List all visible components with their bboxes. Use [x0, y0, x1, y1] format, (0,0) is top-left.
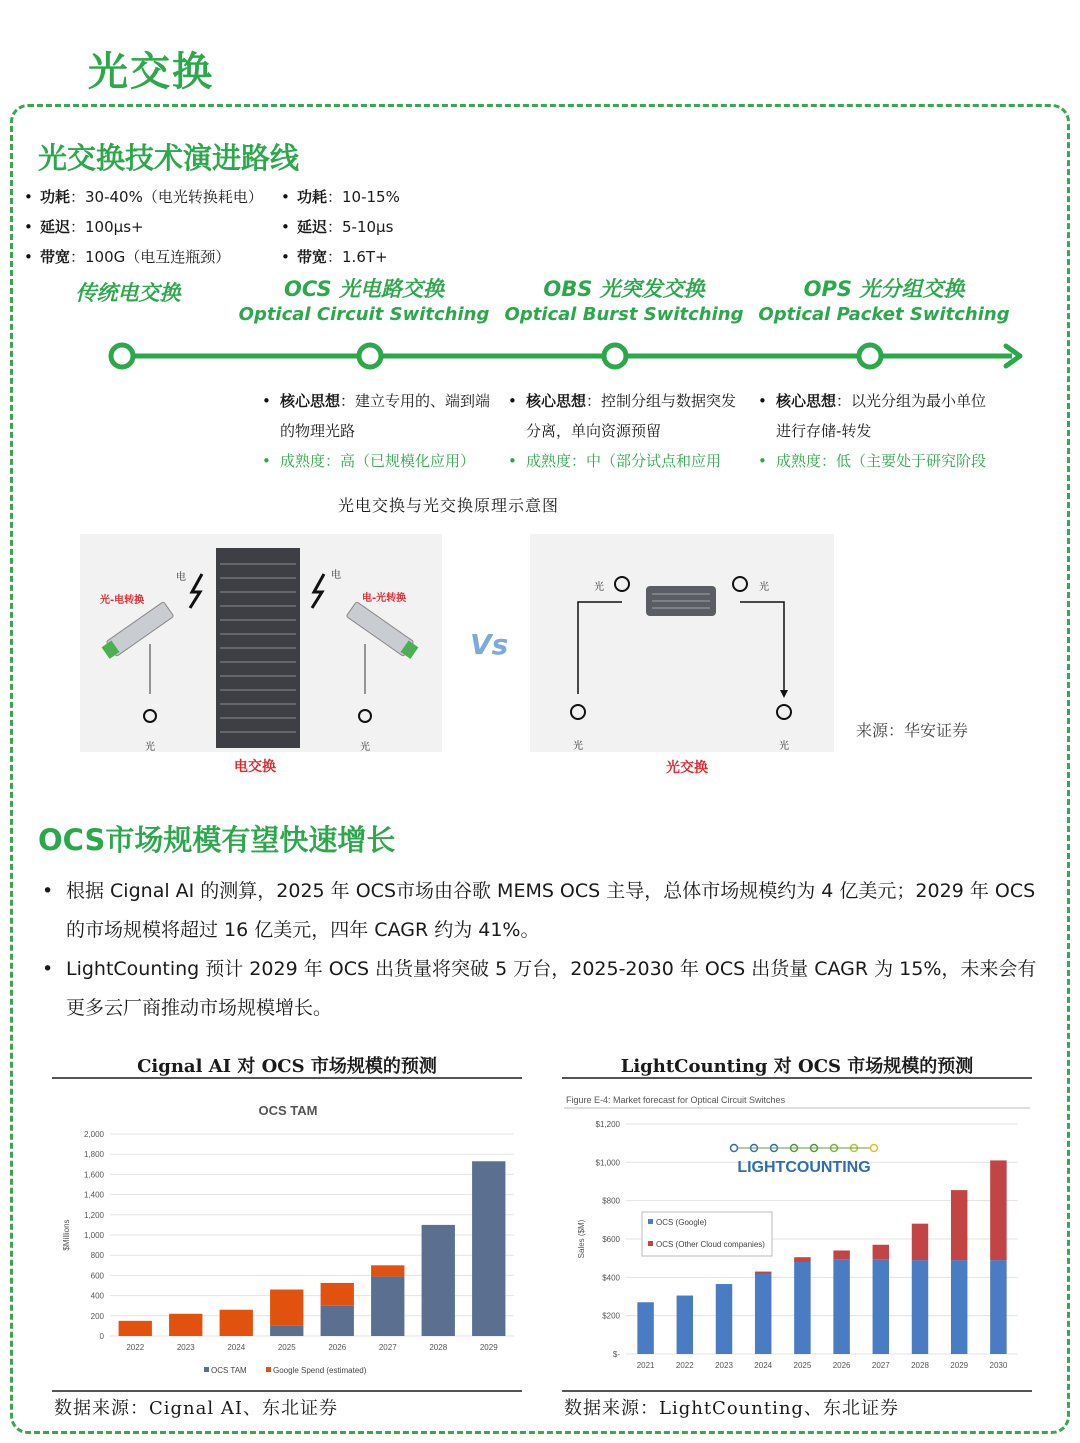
ocs-description — [262, 386, 502, 476]
bar-series2 — [873, 1245, 889, 1259]
legend-swatch — [648, 1241, 653, 1246]
section-title-market: OCS市场规模有望快速增长 — [38, 823, 396, 857]
bar-series1 — [755, 1274, 771, 1355]
y-tick-label: $1,000 — [595, 1158, 620, 1168]
chart1-heading: Cignal AI 对 OCS 市场规模的预测 — [137, 1056, 437, 1077]
chart1-source: 数据来源：Cignal AI、东北证券 — [54, 1398, 338, 1419]
market-paragraphs — [38, 872, 1048, 1028]
elec-label: 电 — [331, 570, 341, 581]
x-tick-label: 2030 — [989, 1361, 1008, 1370]
bar-series2 — [321, 1283, 354, 1306]
chart-title: OCS TAM — [258, 1103, 318, 1118]
y-tick-label: 800 — [90, 1251, 104, 1261]
paragraph: • LightCounting 预计 2029 年 OCS 出货量将突破 5 万台，2025-2030 年 OCS 出货量 CAGR 为 15%，未来会有更多云厂商推动市场规模增长。 — [38, 950, 1048, 1028]
bar-series1 — [677, 1296, 693, 1354]
electrical-metrics — [24, 182, 263, 272]
light-label: 光 — [145, 742, 155, 753]
chart2-heading: LightCounting 对 OCS 市场规模的预测 — [620, 1056, 974, 1077]
bar-series2 — [794, 1257, 810, 1262]
bar-series2 — [119, 1321, 152, 1336]
bar-series2 — [755, 1272, 771, 1274]
section-title-roadmap: 光交换技术演进路线 — [38, 141, 300, 175]
figure-caption: 光电交换与光交换原理示意图 — [338, 496, 560, 515]
x-tick-label: 2021 — [636, 1361, 655, 1370]
source-note: 来源：华安证券 — [856, 721, 969, 740]
light-label: 光 — [594, 582, 604, 593]
x-tick-label: 2028 — [911, 1361, 929, 1370]
bar-series2 — [833, 1251, 849, 1260]
x-tick-label: 2026 — [832, 1361, 851, 1370]
y-tick-label: $800 — [602, 1196, 620, 1206]
bar-series2 — [270, 1290, 303, 1326]
chart2-source: 数据来源：LightCounting、东北证券 — [564, 1398, 899, 1419]
legend-swatch — [204, 1367, 209, 1372]
legend-label: Google Spend (estimated) — [273, 1366, 367, 1375]
cignal-ocs-chart — [52, 1088, 522, 1388]
bar-series1 — [833, 1259, 849, 1354]
bar-series1 — [321, 1306, 354, 1336]
y-tick-label: $200 — [602, 1311, 620, 1321]
x-tick-label: 2029 — [950, 1361, 969, 1370]
lightcounting-ocs-chart — [562, 1088, 1032, 1388]
light-label: 光 — [573, 741, 583, 752]
stage-ocs: OCS 光电路交换 Optical Circuit Switching — [238, 277, 490, 325]
y-tick-label: $600 — [602, 1235, 620, 1244]
light-label: 光 — [759, 582, 769, 593]
y-tick-label: 400 — [90, 1291, 104, 1301]
y-tick-label: 1,800 — [83, 1150, 104, 1160]
elec-label: 电 — [176, 572, 186, 583]
x-tick-label: 2023 — [715, 1361, 733, 1370]
y-tick-label: 1,000 — [83, 1231, 104, 1240]
x-tick-label: 2029 — [479, 1343, 498, 1352]
y-tick-label: 0 — [99, 1332, 104, 1341]
x-tick-label: 2028 — [429, 1343, 448, 1352]
metric-item: • 功耗：10-15% — [281, 182, 400, 212]
optical-switch-graphic — [530, 534, 834, 752]
bar-series1 — [472, 1161, 505, 1336]
x-tick-label: 2026 — [328, 1343, 347, 1352]
bar-series2 — [990, 1160, 1006, 1260]
x-tick-label: 2022 — [675, 1361, 694, 1370]
paragraph: • 根据 Cignal AI 的测算，2025 年 OCS市场由谷歌 MEMS OCS 主导，总体市场规模约为 4 亿美元；2029 年 OCS 的市场规模将超过 16 亿美元，四年 CAGR 约为 41%。 — [38, 872, 1048, 950]
metric-item: • 延迟：100μs+ — [24, 212, 263, 242]
x-tick-label: 2023 — [176, 1343, 195, 1352]
y-tick-label: 1,600 — [83, 1170, 104, 1180]
legend-label: OCS (Google) — [656, 1218, 707, 1227]
metric-item: • 带宽：100G（电互连瓶颈） — [24, 242, 263, 272]
roadmap-timeline — [100, 338, 1030, 374]
y-tick-label: 200 — [90, 1311, 104, 1321]
y-axis-label: $Millions — [62, 1219, 71, 1251]
legend-swatch — [648, 1219, 653, 1224]
chart1-bottom-rule — [52, 1390, 522, 1392]
y-tick-label: $400 — [602, 1273, 620, 1283]
legend-swatch — [266, 1367, 271, 1372]
bar-series2 — [371, 1265, 404, 1276]
metric-item: • 延迟：5-10μs — [281, 212, 400, 242]
oe-label: 光-电转换 — [100, 595, 145, 606]
y-tick-label: 2,000 — [83, 1130, 104, 1139]
desc-core: • 核心思想：控制分组与数据突发分离，单向资源预留 — [508, 386, 748, 446]
bar-series2 — [169, 1314, 202, 1336]
legend-label: OCS TAM — [211, 1366, 247, 1375]
bar-series1 — [270, 1326, 303, 1336]
electrical-switch-graphic — [80, 534, 442, 752]
obs-description — [508, 386, 748, 476]
electrical-switch-label: 电交换 — [234, 759, 276, 775]
metric-item: • 功耗：30-40%（电光转换耗电） — [24, 182, 263, 212]
x-tick-label: 2027 — [871, 1361, 890, 1370]
stage-ops: OPS 光分组交换 Optical Packet Switching — [758, 277, 1010, 325]
bar-series1 — [990, 1260, 1006, 1354]
logo-text: LIGHTCOUNTING — [737, 1159, 871, 1176]
y-tick-label: 1,400 — [83, 1190, 104, 1200]
legend-label: OCS (Other Cloud companies) — [656, 1240, 765, 1249]
desc-core: • 核心思想：建立专用的、端到端的物理光路 — [262, 386, 502, 446]
logo-dot — [871, 1145, 878, 1152]
bar-series1 — [873, 1259, 889, 1354]
chart2-bottom-rule — [562, 1390, 1032, 1392]
desc-maturity: • 成熟度：中（部分试点和应用 — [508, 446, 748, 476]
eo-label: 电-光转换 — [362, 593, 407, 604]
metric-item: • 带宽：1.6T+ — [281, 242, 400, 272]
bar-series2 — [912, 1224, 928, 1260]
chart1-rule — [52, 1077, 522, 1079]
desc-maturity: • 成熟度：低（主要处于研究阶段 — [758, 446, 998, 476]
x-tick-label: 2025 — [277, 1343, 296, 1352]
desc-core: • 核心思想：以光分组为最小单位进行存储-转发 — [758, 386, 998, 446]
bar-series1 — [422, 1225, 455, 1336]
page-title: 光交换 — [88, 49, 214, 95]
y-tick-label: 1,200 — [83, 1210, 104, 1220]
x-tick-label: 2024 — [227, 1343, 246, 1352]
x-tick-label: 2022 — [126, 1343, 145, 1352]
y-tick-label: 600 — [90, 1271, 104, 1281]
bar-series1 — [716, 1284, 732, 1354]
x-tick-label: 2024 — [754, 1361, 773, 1370]
y-tick-label: $1,200 — [595, 1120, 620, 1129]
bar-series2 — [220, 1310, 253, 1336]
y-tick-label: $- — [612, 1350, 620, 1359]
bar-series1 — [371, 1276, 404, 1336]
optical-switch-label: 光交换 — [666, 760, 708, 776]
chart-title: Figure E-4: Market forecast for Optical Circuit Switches — [566, 1095, 786, 1105]
x-tick-label: 2027 — [378, 1343, 397, 1352]
bar-series1 — [794, 1262, 810, 1354]
bar-series1 — [951, 1260, 967, 1354]
bar-series1 — [637, 1302, 653, 1354]
bar-series1 — [912, 1260, 928, 1354]
optical-metrics — [281, 182, 400, 272]
bar-series2 — [951, 1190, 967, 1260]
logo-dot — [731, 1145, 738, 1152]
stage-electrical: 传统电交换 — [75, 281, 181, 305]
ops-description — [758, 386, 998, 476]
stage-obs: OBS 光突发交换 Optical Burst Switching — [504, 277, 744, 325]
x-tick-label: 2025 — [793, 1361, 812, 1370]
light-label: 光 — [779, 741, 789, 752]
desc-maturity: • 成熟度：高（已规模化应用） — [262, 446, 502, 476]
versus-mark: Vs — [470, 628, 509, 661]
light-label: 光 — [360, 742, 370, 753]
chart2-rule — [562, 1077, 1032, 1079]
y-axis-label: Sales ($M) — [577, 1219, 586, 1259]
